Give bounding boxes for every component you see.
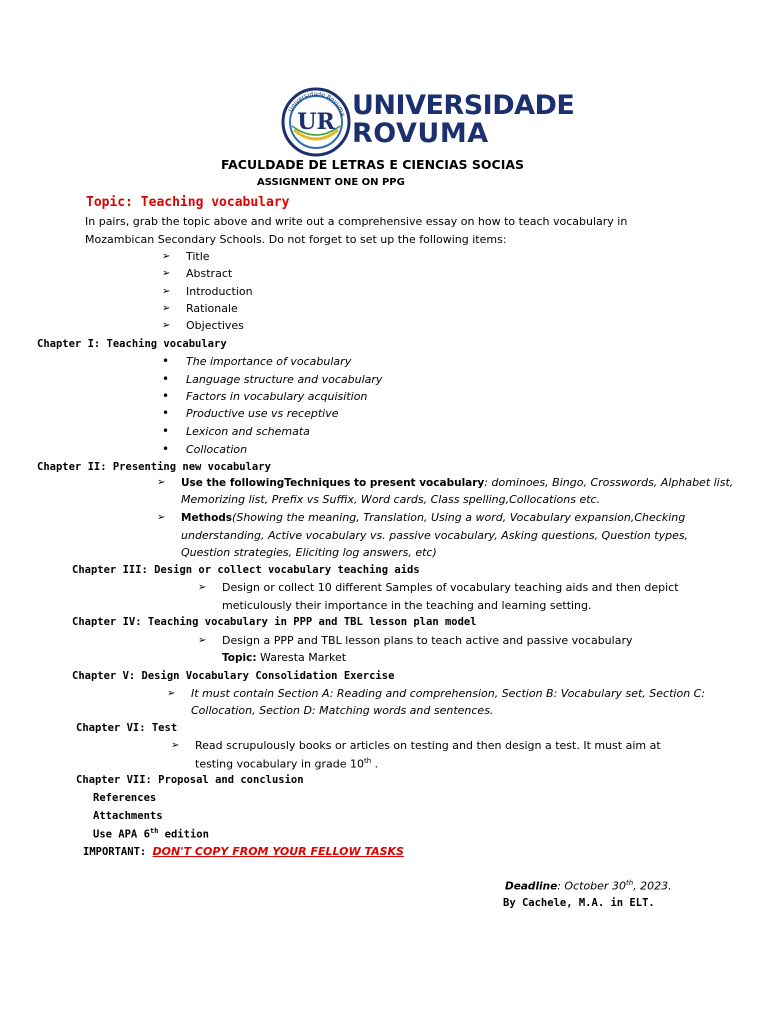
techniques-label: Use the followingTechniques to present vocabulary: [181, 477, 485, 489]
methods-label: Methods: [181, 512, 233, 524]
chapter-2-title: Chapter II: Presenting new vocabulary: [37, 461, 271, 473]
important-label: IMPORTANT:: [83, 846, 147, 858]
chapter-1-item: • Productive use vs receptive: [186, 407, 338, 420]
techniques-list-line-2: Memorizing list, Prefix vs Suffix, Word cards, Class spelling,Collocations etc.: [181, 493, 601, 506]
chapter-5-line-2: Collocation, Section D: Matching words and sentences.: [191, 704, 494, 717]
deadline-label: Deadline: [505, 880, 558, 893]
chapter-6-line-2-text: testing vocabulary in grade 10: [195, 757, 364, 771]
topic-heading: Topic: Teaching vocabulary: [86, 195, 290, 210]
chapter-3-line-1: ➢ Design or collect 10 different Samples of vocabulary teaching aids and then depict: [222, 581, 679, 594]
attachments-label: Attachments: [93, 810, 163, 822]
deadline-year: , 2023.: [633, 879, 672, 893]
assignment-title: ASSIGNMENT ONE ON PPG: [257, 177, 405, 188]
apa-superscript: th: [149, 827, 159, 835]
logo-ring-text: Universidade Rovuma: [287, 90, 347, 118]
chapter-6-title: Chapter VI: Test: [76, 722, 178, 734]
university-seal-icon: [280, 86, 352, 158]
essay-item-title: ➢ Title: [186, 250, 210, 263]
apa-edition: [93, 827, 209, 841]
chapter-1-item: • The importance of vocabulary: [186, 355, 351, 368]
references-label: References: [93, 792, 157, 804]
chapter-2-item-2: [181, 511, 685, 524]
chapter-6-line-2: [195, 757, 378, 771]
chapter-1-title: Chapter I: Teaching vocabulary: [37, 338, 227, 350]
essay-item-objectives: ➢ Objectives: [186, 319, 244, 332]
techniques-list: : dominoes, Bingo, Crosswords, Alphabet list,: [484, 476, 734, 489]
logo-monogram: UR: [297, 109, 335, 135]
apa-text: Use APA 6: [93, 828, 150, 841]
logo-line-1: UNIVERSIDADE: [352, 90, 575, 121]
methods-list-line-1: (Showing the meaning, Translation, Using a word, Vocabulary expansion,Checking: [232, 511, 686, 524]
chapter-3-title: Chapter III: Design or collect vocabulary teaching aids: [72, 564, 420, 576]
chapter-1-item: • Lexicon and schemata: [186, 425, 310, 438]
chapter-1-item: • Collocation: [186, 443, 247, 456]
chapter-6-superscript: th: [363, 757, 372, 765]
chapter-1-item: • Language structure and vocabulary: [186, 373, 382, 386]
important-notice: [83, 845, 404, 858]
chapter-4-topic-label: Topic:: [222, 652, 257, 664]
author-signature: By Cachele, M.A. in ELT.: [503, 897, 655, 909]
intro-line-1: In pairs, grab the topic above and write out a comprehensive essay on how to teach vocabulary in: [85, 215, 628, 228]
essay-item-abstract: ➢ Abstract: [186, 267, 232, 280]
chapter-1-item: • Factors in vocabulary acquisition: [186, 390, 367, 403]
chapter-4-topic-value: Waresta Market: [256, 651, 347, 664]
chapter-3-line-2: meticulously their importance in the teaching and learning setting.: [222, 599, 592, 612]
important-warning: DON'T COPY FROM YOUR FELLOW TASKS: [152, 845, 404, 858]
logo-line-2: ROVUMA: [352, 118, 489, 149]
faculty-name: FACULDADE DE LETRAS E CIENCIAS SOCIAS: [221, 157, 525, 172]
chapter-7-title: Chapter VII: Proposal and conclusion: [76, 774, 304, 786]
chapter-5-line-1: ➢ It must contain Section A: Reading and comprehension, Section B: Vocabulary set, Section C:: [191, 687, 705, 700]
chapter-4-title: Chapter IV: Teaching vocabulary in PPP and TBL lesson plan model: [72, 616, 477, 628]
deadline-superscript: th: [625, 879, 634, 887]
deadline: [505, 879, 672, 893]
apa-end: edition: [158, 828, 209, 841]
university-logo: [280, 86, 575, 158]
essay-item-rationale: ➢ Rationale: [186, 302, 238, 315]
deadline-value: : October 30: [557, 879, 626, 893]
essay-item-introduction: ➢ Introduction: [186, 285, 253, 298]
chapter-2-item-1: [181, 476, 733, 489]
chapter-6-line-2-end: .: [371, 757, 379, 771]
chapter-6-line-1: ➢ Read scrupulously books or articles on testing and then design a test. It must aim at: [195, 739, 661, 752]
chapter-5-title: Chapter V: Design Vocabulary Consolidation Exercise: [72, 670, 395, 682]
chapter-4-line-1: ➢ Design a PPP and TBL lesson plans to teach active and passive vocabulary: [222, 634, 632, 647]
chapter-4-topic: [222, 651, 346, 664]
intro-line-2: Mozambican Secondary Schools. Do not forget to set up the following items:: [85, 233, 507, 246]
methods-list-line-2: understanding, Active vocabulary vs. passive vocabulary, Asking questions, Question types,: [181, 529, 689, 542]
methods-list-line-3: Question strategies, Eliciting log answers, etc): [181, 546, 437, 559]
